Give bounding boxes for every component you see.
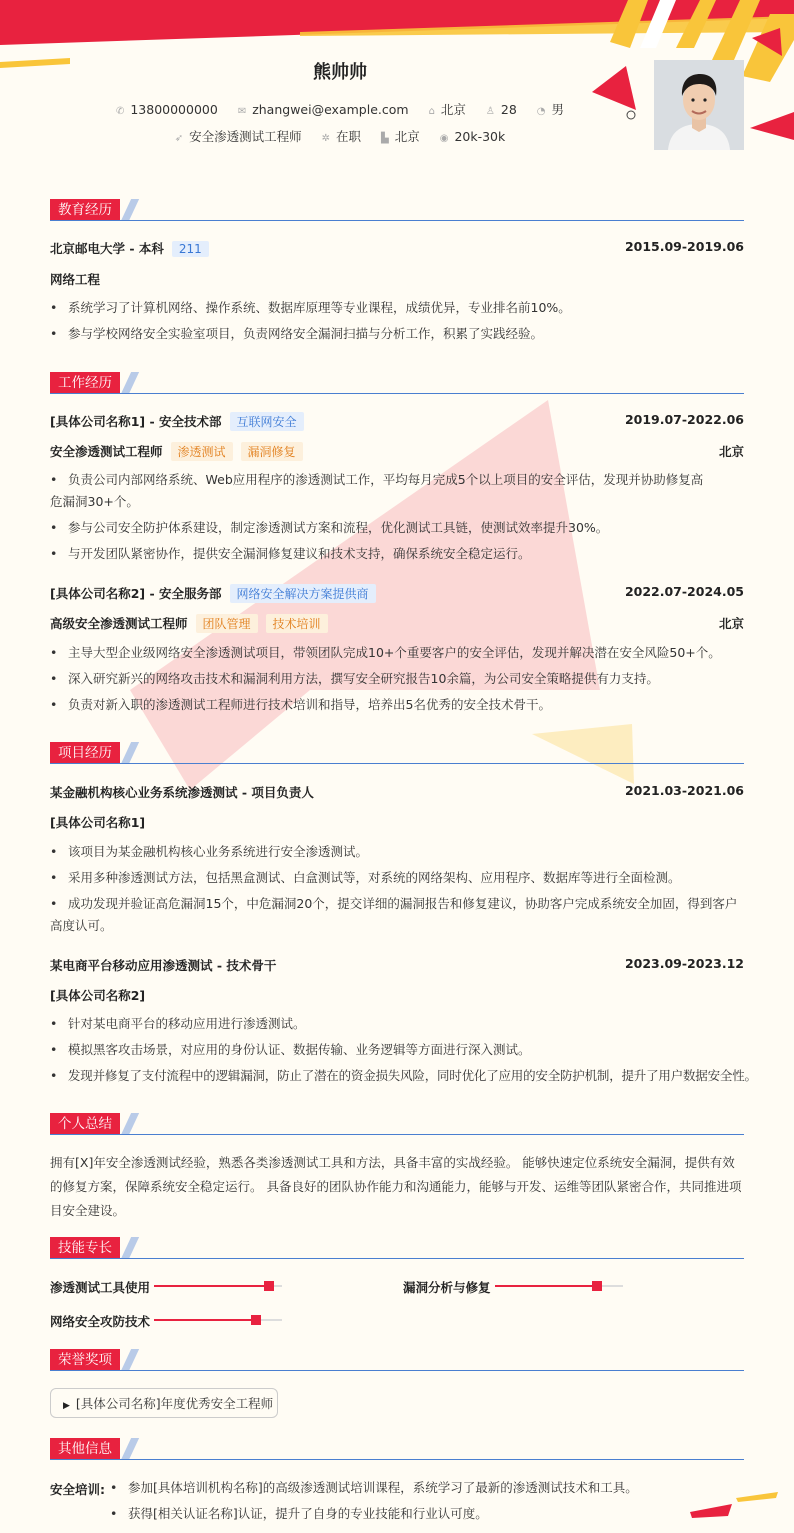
salary-item <box>440 129 506 144</box>
list-item <box>50 841 744 863</box>
work-date: 2022.07-2024.05 <box>624 584 744 599</box>
list-item <box>50 694 744 716</box>
bullet-text: • 深入研究新兴的网络攻击技术和漏洞利用方法，撰写安全研究报告10余篇，为公司安全策略提供有力支持。 <box>68 671 659 686</box>
list-item <box>110 1477 744 1499</box>
skill-bar <box>154 1285 282 1287</box>
skill-bar-knob <box>251 1315 261 1325</box>
section-other <box>50 1438 744 1462</box>
email-item <box>238 102 409 117</box>
skill-bar-fill <box>495 1285 597 1287</box>
project-1-company: [具体公司名称1] <box>50 815 146 830</box>
project-name: 某电商平台移动应用渗透测试 - 技术骨干 <box>50 958 277 973</box>
section-title: 其他信息 <box>50 1438 120 1460</box>
education-major: 网络工程 <box>50 272 101 287</box>
expected-salary: 20k-30k <box>454 129 506 144</box>
other-label: 安全培训: <box>50 1482 105 1497</box>
skill-tag: 渗透测试 <box>171 442 233 461</box>
section-title-slant <box>121 1237 139 1259</box>
target-city: 北京 <box>394 129 420 144</box>
education-date: 2015.09-2019.06 <box>624 239 744 254</box>
home-icon: ⌂ <box>428 106 435 117</box>
project-date: 2023.09-2023.12 <box>624 956 744 971</box>
target-position-item <box>175 127 302 145</box>
section-title-slant <box>121 1438 139 1460</box>
section-title: 工作经历 <box>50 372 120 394</box>
project-2-header <box>50 956 744 974</box>
project-1-header <box>50 783 744 801</box>
skill-label: 漏洞分析与修复 <box>403 1280 491 1295</box>
award-name: [具体公司名称]年度优秀安全工程师 <box>75 1396 274 1411</box>
skill-tag: 漏洞修复 <box>241 442 303 461</box>
section-work <box>50 372 744 396</box>
skill-bar-knob <box>592 1281 602 1291</box>
bullet-text: • 系统学习了计算机网络、操作系统、数据库原理等专业课程，成绩优异，专业排名前10%。 <box>68 300 571 315</box>
gender-item <box>537 100 564 118</box>
education-bullets <box>50 297 744 345</box>
company-name: [具体公司名称2] - 安全服务部 <box>50 586 222 601</box>
list-item <box>50 1039 744 1061</box>
list-item <box>50 668 744 690</box>
project-date: 2021.03-2021.06 <box>624 783 744 798</box>
skill-bar <box>495 1285 623 1287</box>
bullet-text: • 采用多种渗透测试方法，包括黑盒测试、白盒测试等，对系统的网络架构、应用程序、数据库等进行全面检测。 <box>68 870 681 885</box>
skill-bar-fill <box>154 1285 269 1287</box>
work-1-title-row <box>50 442 744 461</box>
section-title: 技能专长 <box>50 1237 120 1259</box>
bullet-text: • 参与公司安全防护体系建设，制定渗透测试方案和流程，优化测试工具链，使测试效率提升30%。 <box>68 520 609 535</box>
skill-bar <box>154 1319 282 1321</box>
work-2-bullets <box>50 642 744 716</box>
award-item <box>50 1388 278 1418</box>
section-title: 项目经历 <box>50 742 120 764</box>
list-item <box>110 1503 744 1525</box>
skill-label: 渗透测试工具使用 <box>50 1280 151 1295</box>
bullet-text: • 成功发现并验证高危漏洞15个，中危漏洞20个，提交详细的漏洞报告和修复建议，协助客户完成系统安全加固，得到客户高度认可。 <box>50 896 738 933</box>
age-item <box>486 102 517 117</box>
list-item <box>50 893 744 937</box>
section-divider <box>50 1134 744 1135</box>
school-name: 北京邮电大学 - 本科 <box>50 241 164 256</box>
section-title: 教育经历 <box>50 199 120 221</box>
skill-label: 网络安全攻防技术 <box>50 1314 151 1329</box>
status-icon: ✲ <box>321 133 331 144</box>
bullet-text: • 主导大型企业级网络安全渗透测试项目，带领团队完成10+个重要客户的安全评估，发现并解决潜在安全风险50+个。 <box>68 645 721 660</box>
section-divider <box>50 763 744 764</box>
section-title: 荣誉奖项 <box>50 1349 120 1371</box>
target-position: 安全渗透测试工程师 <box>189 129 302 144</box>
bullet-text: • 参与学校网络安全实验室项目，负责网络安全漏洞扫描与分析工作，积累了实践经验。 <box>68 326 544 341</box>
list-item <box>50 642 744 664</box>
job-title: 高级安全渗透测试工程师 <box>50 616 188 631</box>
avatar-portrait-icon <box>654 60 744 150</box>
bullet-text: • 负责公司内部网络系统、Web应用程序的渗透测试工作，平均每月完成5个以上项目的安全评估，发现并协助修复高危漏洞30+个。 <box>50 472 704 509</box>
section-title-slant <box>121 372 139 394</box>
section-education <box>50 199 744 223</box>
company-name: [具体公司名称1] - 安全技术部 <box>50 414 222 429</box>
avatar <box>654 60 744 150</box>
send-icon: ➶ <box>174 133 184 144</box>
list-item <box>50 543 744 565</box>
bullet-text: • 该项目为某金融机构核心业务系统进行安全渗透测试。 <box>68 844 369 859</box>
hometown-item <box>429 100 466 118</box>
section-divider <box>50 1459 744 1460</box>
section-skills <box>50 1237 744 1261</box>
work-1-header <box>50 412 744 431</box>
section-honors <box>50 1349 744 1373</box>
bullet-text: • 发现并修复了支付流程中的逻辑漏洞，防止了潜在的资金损失风险，同时优化了应用的安全防护机制，提升了用户数据安全性。 <box>68 1068 757 1083</box>
list-item <box>50 297 744 319</box>
work-2-header <box>50 584 744 603</box>
hometown: 北京 <box>440 102 466 117</box>
job-intent-row <box>0 127 680 145</box>
section-divider <box>50 1258 744 1259</box>
section-title-slant <box>121 1349 139 1371</box>
list-item <box>50 1065 757 1087</box>
industry-tag: 网络安全解决方案提供商 <box>230 584 376 603</box>
play-triangle-icon: ▶ <box>63 1401 70 1411</box>
project-1-bullets <box>50 841 744 937</box>
bullet-text: • 针对某电商平台的移动应用进行渗透测试。 <box>68 1016 306 1031</box>
bullet-text: • 获得[相关认证名称]认证，提升了自身的专业技能和行业认可度。 <box>128 1506 488 1521</box>
gender: 男 <box>551 102 565 117</box>
work-city: 北京 <box>718 616 744 631</box>
bullet-text: • 参加[具体培训机构名称]的高级渗透测试培训课程，系统学习了最新的渗透测试技术和工具。 <box>128 1480 638 1495</box>
section-divider <box>50 393 744 394</box>
phone-item <box>116 102 218 117</box>
section-title-slant <box>121 199 139 221</box>
bullet-text: • 负责对新入职的渗透测试工程师进行技术培训和指导，培养出5名优秀的安全技术骨干。 <box>68 697 551 712</box>
bullet-text: • 与开发团队紧密协作，提供安全漏洞修复建议和技术支持，确保系统安全稳定运行。 <box>68 546 531 561</box>
phone-number: 13800000000 <box>130 102 218 117</box>
candidate-name: 熊帅帅 <box>313 62 367 83</box>
section-title-slant <box>121 1113 139 1135</box>
phone-icon: ✆ <box>115 106 125 117</box>
work-date: 2019.07-2022.06 <box>624 412 744 427</box>
job-status: 在职 <box>336 129 362 144</box>
section-title: 个人总结 <box>50 1113 120 1135</box>
status-item <box>322 127 361 145</box>
section-divider <box>50 1370 744 1371</box>
list-item <box>50 1013 744 1035</box>
list-item <box>50 323 744 345</box>
skill-bar-knob <box>264 1281 274 1291</box>
education-header <box>50 239 744 257</box>
list-item <box>50 517 744 539</box>
age-icon: ♙ <box>485 106 495 117</box>
work-2-title-row <box>50 614 744 633</box>
summary-text: 拥有[X]年安全渗透测试经验，熟悉各类渗透测试工具和方法，具备丰富的实战经验。 能够快速定位系统安全漏洞，提供有效的修复方案，保障系统安全稳定运行。 具备良好的团队协作能力和沟通能力，能够与开发、运维等团队紧密合作，共同推进项目安全建设。 <box>50 1155 742 1218</box>
section-projects <box>50 742 744 766</box>
work-city: 北京 <box>718 444 744 459</box>
bullet-text: • 模拟黑客攻击场景，对应用的身份认证、数据传输、业务逻辑等方面进行深入测试。 <box>68 1042 531 1057</box>
skill-tag: 团队管理 <box>196 614 258 633</box>
email-address: zhangwei@example.com <box>252 102 409 117</box>
section-summary <box>50 1113 744 1137</box>
building-icon: ▙ <box>381 133 389 144</box>
industry-tag: 互联网安全 <box>230 412 304 431</box>
list-item <box>50 867 744 889</box>
project-2-company: [具体公司名称2] <box>50 988 146 1003</box>
skill-tag: 技术培训 <box>266 614 328 633</box>
age: 28 <box>500 102 517 117</box>
section-title-slant <box>121 742 139 764</box>
mail-icon: ✉ <box>237 106 247 117</box>
other-bullets <box>110 1477 744 1525</box>
school-tag: 211 <box>172 241 209 257</box>
work-1-bullets <box>50 469 744 565</box>
list-item <box>50 469 744 513</box>
gender-icon: ◔ <box>536 106 546 117</box>
job-title: 安全渗透测试工程师 <box>50 444 163 459</box>
salary-icon: ◉ <box>439 133 449 144</box>
skill-bar-fill <box>154 1319 256 1321</box>
project-name: 某金融机构核心业务系统渗透测试 - 项目负责人 <box>50 785 314 800</box>
project-2-bullets <box>50 1013 757 1087</box>
section-divider <box>50 220 744 221</box>
contact-info-row <box>0 100 680 118</box>
target-city-item <box>381 127 420 145</box>
